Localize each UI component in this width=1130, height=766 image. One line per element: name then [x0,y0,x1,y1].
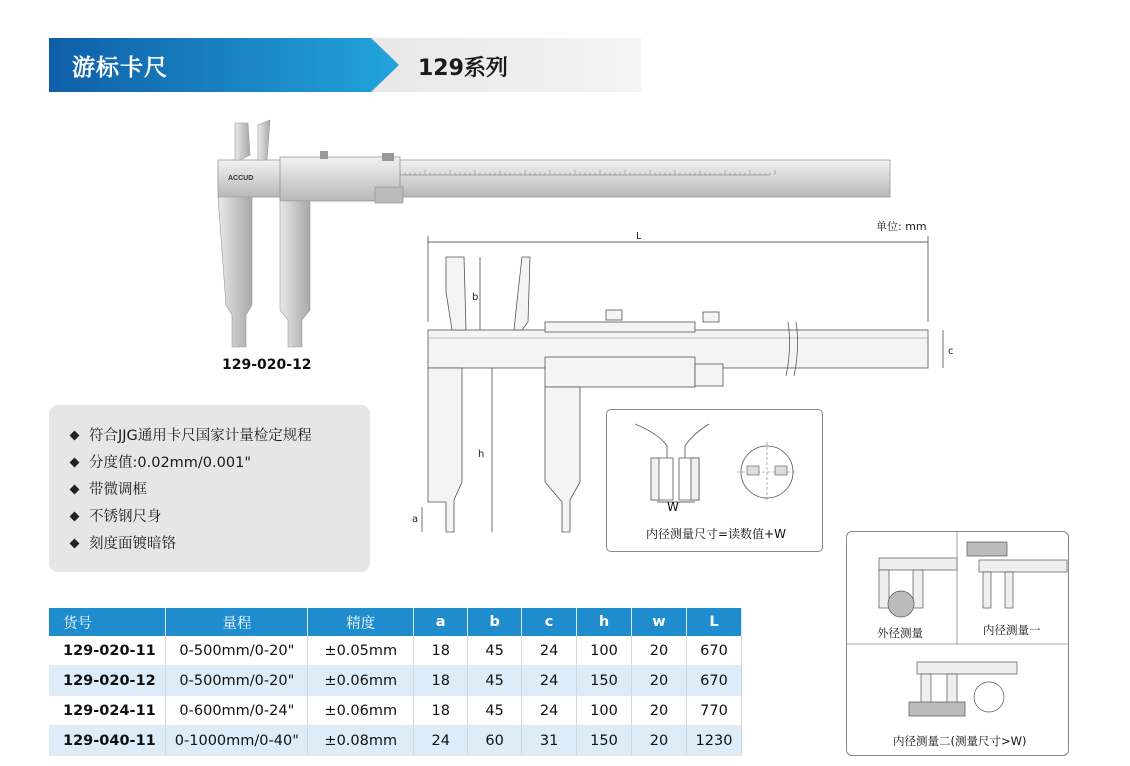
table-cell: 18 [414,696,468,726]
dim-c-label: c [948,346,954,357]
table-cell: 100 [577,636,632,666]
table-cell: 31 [522,726,577,756]
table-cell: 20 [632,666,687,696]
header-cell: h [577,608,632,636]
use-inner1-caption: 内径测量一 [983,623,1041,637]
table-cell: 45 [468,666,522,696]
table-cell: 20 [632,726,687,756]
bullet-icon [70,485,80,495]
use-inner2-caption: 内径测量二(测量尺寸>W) [893,734,1027,748]
table-cell: 45 [468,636,522,666]
header-cell: 货号 [49,608,166,636]
table-cell: 18 [414,666,468,696]
w-label: W [667,500,679,514]
uses-diagrams [847,532,1068,755]
header-cell: w [632,608,687,636]
table-cell: 0-1000mm/0-40" [166,726,308,756]
use-outer-caption: 外径测量 [877,626,923,640]
header-cell: 精度 [308,608,414,636]
table-cell: 129-040-11 [49,726,166,756]
feature-item: 刻度面镀暗铬 [71,531,370,558]
table-cell: ±0.06mm [308,666,414,696]
table-cell: 45 [468,696,522,726]
bullet-icon [70,512,80,522]
photo-model-label: 129-020-12 [222,357,312,373]
table-cell: 24 [522,666,577,696]
table-cell: 150 [577,666,632,696]
table-cell: ±0.08mm [308,726,414,756]
table-cell: 670 [686,636,741,666]
header-cell: c [522,608,577,636]
table-cell: 129-024-11 [49,696,166,726]
table-cell: 60 [468,726,522,756]
feature-item: 不锈钢尺身 [71,504,370,531]
uses-panel [846,531,1069,756]
header-cell: L [686,608,741,636]
dim-a-label: a [412,514,419,525]
header-cell: a [414,608,468,636]
table-cell: 18 [414,636,468,666]
table-cell: 0-500mm/0-20" [166,636,308,666]
table-row [49,696,742,726]
bullet-icon [70,539,80,549]
table-cell: 24 [414,726,468,756]
unit-label: 单位: mm [876,220,927,233]
table-cell: 100 [577,696,632,726]
series-title: 129系列 [418,56,508,81]
table-cell: 20 [632,696,687,726]
table-cell: 20 [632,636,687,666]
dim-b-label: b [472,292,479,303]
table-cell: 0-500mm/0-20" [166,666,308,696]
table-row [49,636,742,666]
table-cell: 770 [686,696,741,726]
table-cell: ±0.06mm [308,696,414,726]
table-cell: 24 [522,696,577,726]
table-cell: 150 [577,726,632,756]
dim-l-label: L [636,231,642,242]
table-cell: ±0.05mm [308,636,414,666]
table-row [49,726,742,756]
inner-measure-caption: 内径测量尺寸=读数值+W [646,527,786,541]
feature-item: 分度值:0.02mm/0.001" [71,450,370,477]
table-header-row [49,608,742,636]
table-cell: 129-020-12 [49,666,166,696]
page-title: 游标卡尺 [72,55,168,81]
bullet-icon [70,458,80,468]
feature-item: 符合JJG通用卡尺国家计量检定规程 [71,423,370,450]
features-panel [49,405,370,572]
table-cell: 0-600mm/0-24" [166,696,308,726]
table-cell: 670 [686,666,741,696]
table-row [49,666,742,696]
spec-table [49,608,742,756]
feature-item: 带微调框 [71,477,370,504]
header-cell: b [468,608,522,636]
header-cell: 量程 [166,608,308,636]
table-cell: 1230 [686,726,741,756]
table-cell: 24 [522,636,577,666]
dim-h-label: h [478,449,485,460]
table-cell: 129-020-11 [49,636,166,666]
brand-logo: ACCUD [228,175,254,182]
bullet-icon [70,431,80,441]
